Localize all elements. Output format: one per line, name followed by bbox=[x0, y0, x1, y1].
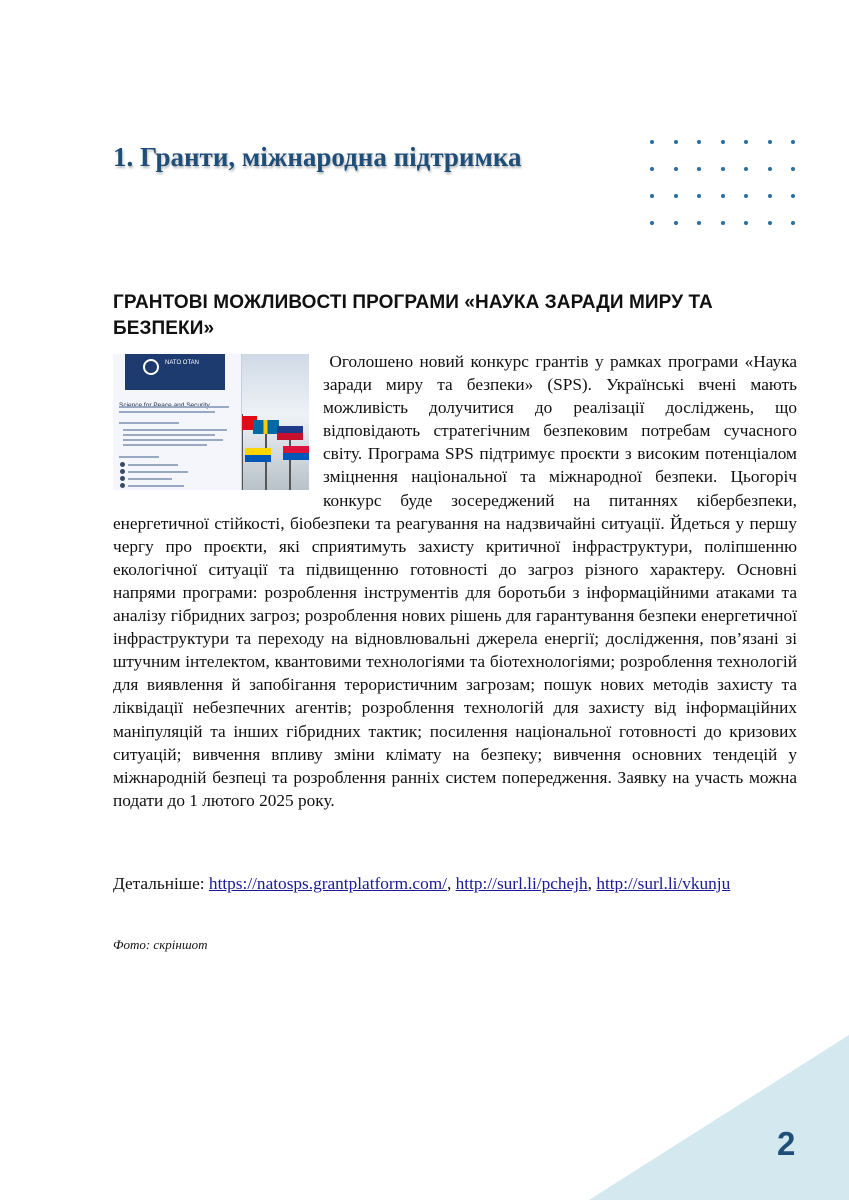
link-separator: , bbox=[447, 874, 452, 893]
decorative-dot bbox=[721, 140, 725, 144]
flag-icon bbox=[283, 446, 309, 460]
bullet-icon bbox=[120, 483, 125, 488]
more-info-label: Детальніше: bbox=[113, 874, 205, 893]
nato-logo-icon bbox=[143, 359, 159, 375]
decorative-dot bbox=[768, 221, 772, 225]
decorative-dot bbox=[650, 221, 654, 225]
article-text: Оголошено новий конкурс грантів у рамках програми «Наука заради миру та безпеки» (SPS). Українські вчені мають можливість долучитися до реалізації досліджень, що відповідають стратегічним безпековим потребам сучасного світу. Програма SPS підтримує проєкти з високим потенціалом зміцнення національної та міжнародної безпеки. Цьогоріч конкурс буде зосереджений на питаннях кібербезпеки, енергетичної стійкості, біобезпеки та реагування на надзвичайні ситуації. Йдеться у першу чергу про проєкти, які сприятимуть захисту критичної інфраструктури, поліпшенню екологічної ситуації та підвищенню готовності до загроз різного характеру. Основні напрями програми: розроблення інструментів для боротьби з інформаційними атаками та аналізу гібридних загроз; розроблення нових рішень для гарантування безпеки енергетичної інфраструктури та переходу на відновлювальні джерела енергії; дослідження, пов’язані зі штучним інтелектом, квантовими технологіями та біотехнологіями; розроблення технологій для виявлення й запобігання терористичним загрозам; пошук нових методів захисту та ліквідації небезпечних агентів; розроблення технологій для захисту від інформаційних маніпуляцій та інших гібридних тактик; посилення національної готовності до кризових ситуацій; вивчення впливу зміни клімату на безпеку; вивчення основних тендецій у міжнародній безпеці та розроблення ранніх систем попередження. Заявку на участь можна подати до 1 лютого 2025 року. bbox=[113, 352, 797, 810]
decorative-dot bbox=[721, 194, 725, 198]
decorative-dot bbox=[744, 167, 748, 171]
text-line bbox=[123, 439, 223, 441]
decorative-dot bbox=[650, 194, 654, 198]
decorative-dot bbox=[650, 167, 654, 171]
article-title: ГРАНТОВІ МОЖЛИВОСТІ ПРОГРАМИ «НАУКА ЗАРАДИ МИРУ ТА БЕЗПЕКИ» bbox=[113, 292, 713, 339]
page-number: 2 bbox=[777, 1125, 796, 1162]
text-line bbox=[119, 456, 159, 458]
website-header bbox=[125, 354, 225, 390]
decorative-dot bbox=[674, 221, 678, 225]
decorative-dot bbox=[791, 221, 795, 225]
text-line bbox=[119, 406, 229, 408]
decorative-dot bbox=[697, 221, 701, 225]
decorative-dot bbox=[791, 140, 795, 144]
nato-logo-text: NATO OTAN bbox=[165, 360, 200, 366]
decorative-dot bbox=[674, 167, 678, 171]
link-surl-vkunju[interactable]: http://surl.li/vkunju bbox=[596, 874, 731, 893]
link-surl-pchejh[interactable]: http://surl.li/pchejh bbox=[455, 874, 588, 893]
decorative-dot bbox=[744, 221, 748, 225]
decorative-dot bbox=[791, 194, 795, 198]
text-line bbox=[119, 422, 179, 424]
decorative-dot bbox=[650, 140, 654, 144]
more-info bbox=[113, 872, 797, 895]
decorative-dot bbox=[768, 194, 772, 198]
text-line bbox=[128, 464, 178, 466]
bullet-icon bbox=[120, 476, 125, 481]
decorative-dot bbox=[697, 167, 701, 171]
text-line bbox=[123, 434, 215, 436]
decorative-dot bbox=[768, 167, 772, 171]
nato-website-screenshot-image bbox=[113, 354, 309, 490]
bullet-icon bbox=[120, 462, 125, 467]
decorative-dot bbox=[744, 140, 748, 144]
decorative-dot bbox=[697, 194, 701, 198]
article-body bbox=[113, 350, 797, 812]
corner-decoration bbox=[589, 1035, 849, 1200]
text-line bbox=[128, 478, 172, 480]
decorative-dot bbox=[791, 167, 795, 171]
decorative-dot bbox=[721, 221, 725, 225]
decorative-dot-grid bbox=[650, 140, 810, 240]
link-grantplatform[interactable]: https://natosps.grantplatform.com/ bbox=[208, 874, 447, 893]
flag-icon bbox=[277, 426, 303, 440]
website-panel bbox=[113, 354, 242, 490]
decorative-dot bbox=[768, 140, 772, 144]
decorative-dot bbox=[674, 140, 678, 144]
text-line bbox=[128, 471, 188, 473]
decorative-dot bbox=[697, 140, 701, 144]
decorative-dot bbox=[744, 194, 748, 198]
section-heading: 1. Гранти, міжнародна підтримка bbox=[113, 142, 522, 172]
text-line bbox=[128, 485, 184, 487]
flag-icon bbox=[245, 448, 271, 462]
decorative-dot bbox=[674, 194, 678, 198]
text-line bbox=[119, 411, 215, 413]
link-separator: , bbox=[587, 874, 592, 893]
text-line bbox=[123, 429, 227, 431]
text-line bbox=[123, 444, 207, 446]
flag-icon bbox=[253, 420, 279, 434]
photo-credit: Фото: скріншот bbox=[113, 937, 208, 952]
decorative-dot bbox=[721, 167, 725, 171]
bullet-icon bbox=[120, 469, 125, 474]
